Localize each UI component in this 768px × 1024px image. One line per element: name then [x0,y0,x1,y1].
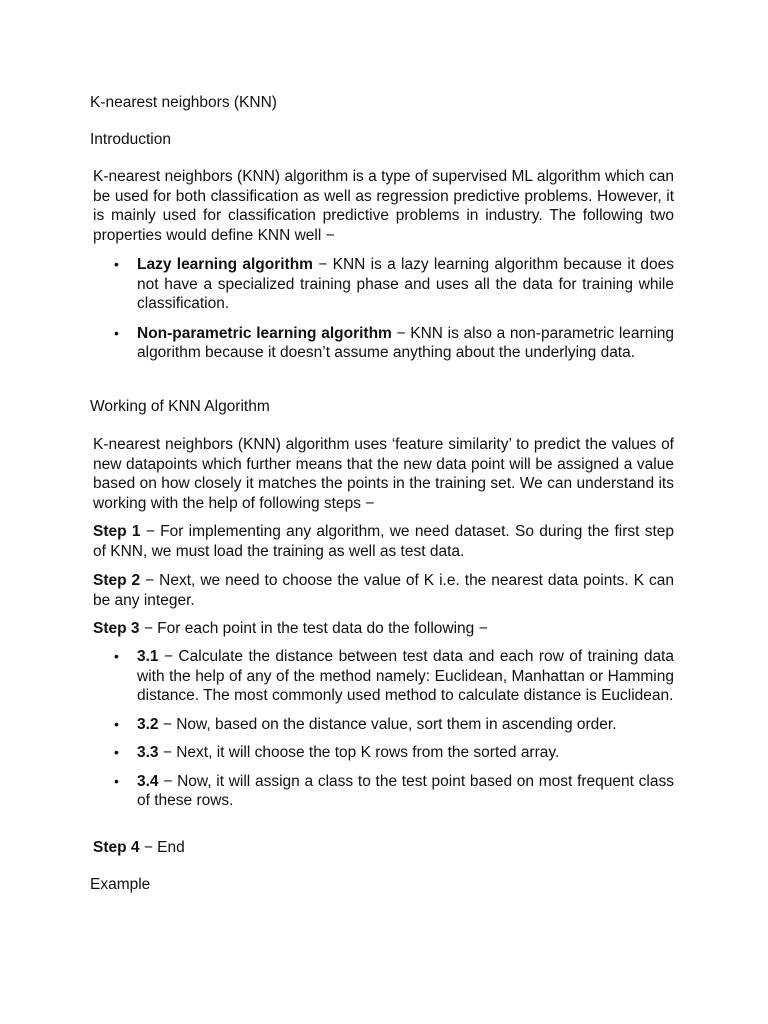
property-text: − KNN is a lazy learning algorithm because it does not have a specialized training phase and uses all the data for training while classification. [137,256,674,312]
step-item [93,571,674,610]
substep-label: 3.3 [137,744,159,761]
step-label: Step 2 [93,572,141,589]
substep-label: 3.2 [137,715,159,733]
bullet-icon: • [114,715,119,732]
property-term: Lazy learning algorithm [137,256,313,273]
list-item [114,324,674,363]
substeps-list [114,647,674,811]
working-paragraph: K-nearest neighbors (KNN) algorithm uses ‘feature similarity’ to predict the values of new datapoints which further means that the new data point will be assigned a value based on how closely it matches the points in the training set. We can understand its working with the help of following steps − [93,436,674,512]
bullet-icon: • [114,772,119,789]
substep-text: − Now, it will assign a class to the test point based on most frequent class of these rows. [137,772,674,809]
bullet-icon: • [114,324,119,341]
example-heading: Example [90,876,151,893]
list-item [114,715,674,735]
bullet-icon: • [114,648,119,664]
step-text: − For implementing any algorithm, we need dataset. So during the first step of KNN, we must load the training as well as test data. [93,523,674,560]
substep-label: 3.1 [137,648,159,665]
step-text: − For each point in the test data do the following − [139,620,488,637]
step-label: Step 3 [93,620,140,637]
property-term: Non-parametric learning algorithm [137,324,392,342]
substep-label: 3.4 [137,772,159,790]
working-heading: Working of KNN Algorithm [90,398,270,415]
list-item [114,772,674,811]
step-item [93,619,674,639]
bullet-icon: • [114,744,119,760]
step-item [93,522,674,561]
properties-list [114,255,674,363]
property-text: − KNN is also a non-parametric learning algorithm because it doesn’t assume anything about the underlying data. [137,324,675,361]
step-text: − Next, we need to choose the value of K i.e. the nearest data points. K can be any integer. [93,572,674,609]
substep-text: − Calculate the distance between test data and each row of training data with the help of any of the method namely: Euclidean, Manhattan or Hamming distance. The most commonly used method to calculate distance is Euclidean. [137,648,674,704]
step-item [93,838,674,858]
introduction-heading: Introduction [90,131,171,148]
substep-text: − Now, based on the distance value, sort them in ascending order. [158,715,617,733]
list-item [114,255,674,314]
step-label: Step 4 [93,839,140,856]
step-label: Step 1 [93,523,141,540]
introduction-paragraph: K-nearest neighbors (KNN) algorithm is a type of supervised ML algorithm which can be used for both classification as well as regression predictive problems. However, it is mainly used for classification predictive problems in industry. The following two properties would define KNN well − [93,168,674,244]
list-item [114,647,674,706]
document-title: K-nearest neighbors (KNN) [90,94,277,111]
bullet-icon: • [114,256,119,272]
substep-text: − Next, it will choose the top K rows from the sorted array. [158,744,560,761]
step-text: − End [139,839,185,856]
list-item [114,743,674,763]
